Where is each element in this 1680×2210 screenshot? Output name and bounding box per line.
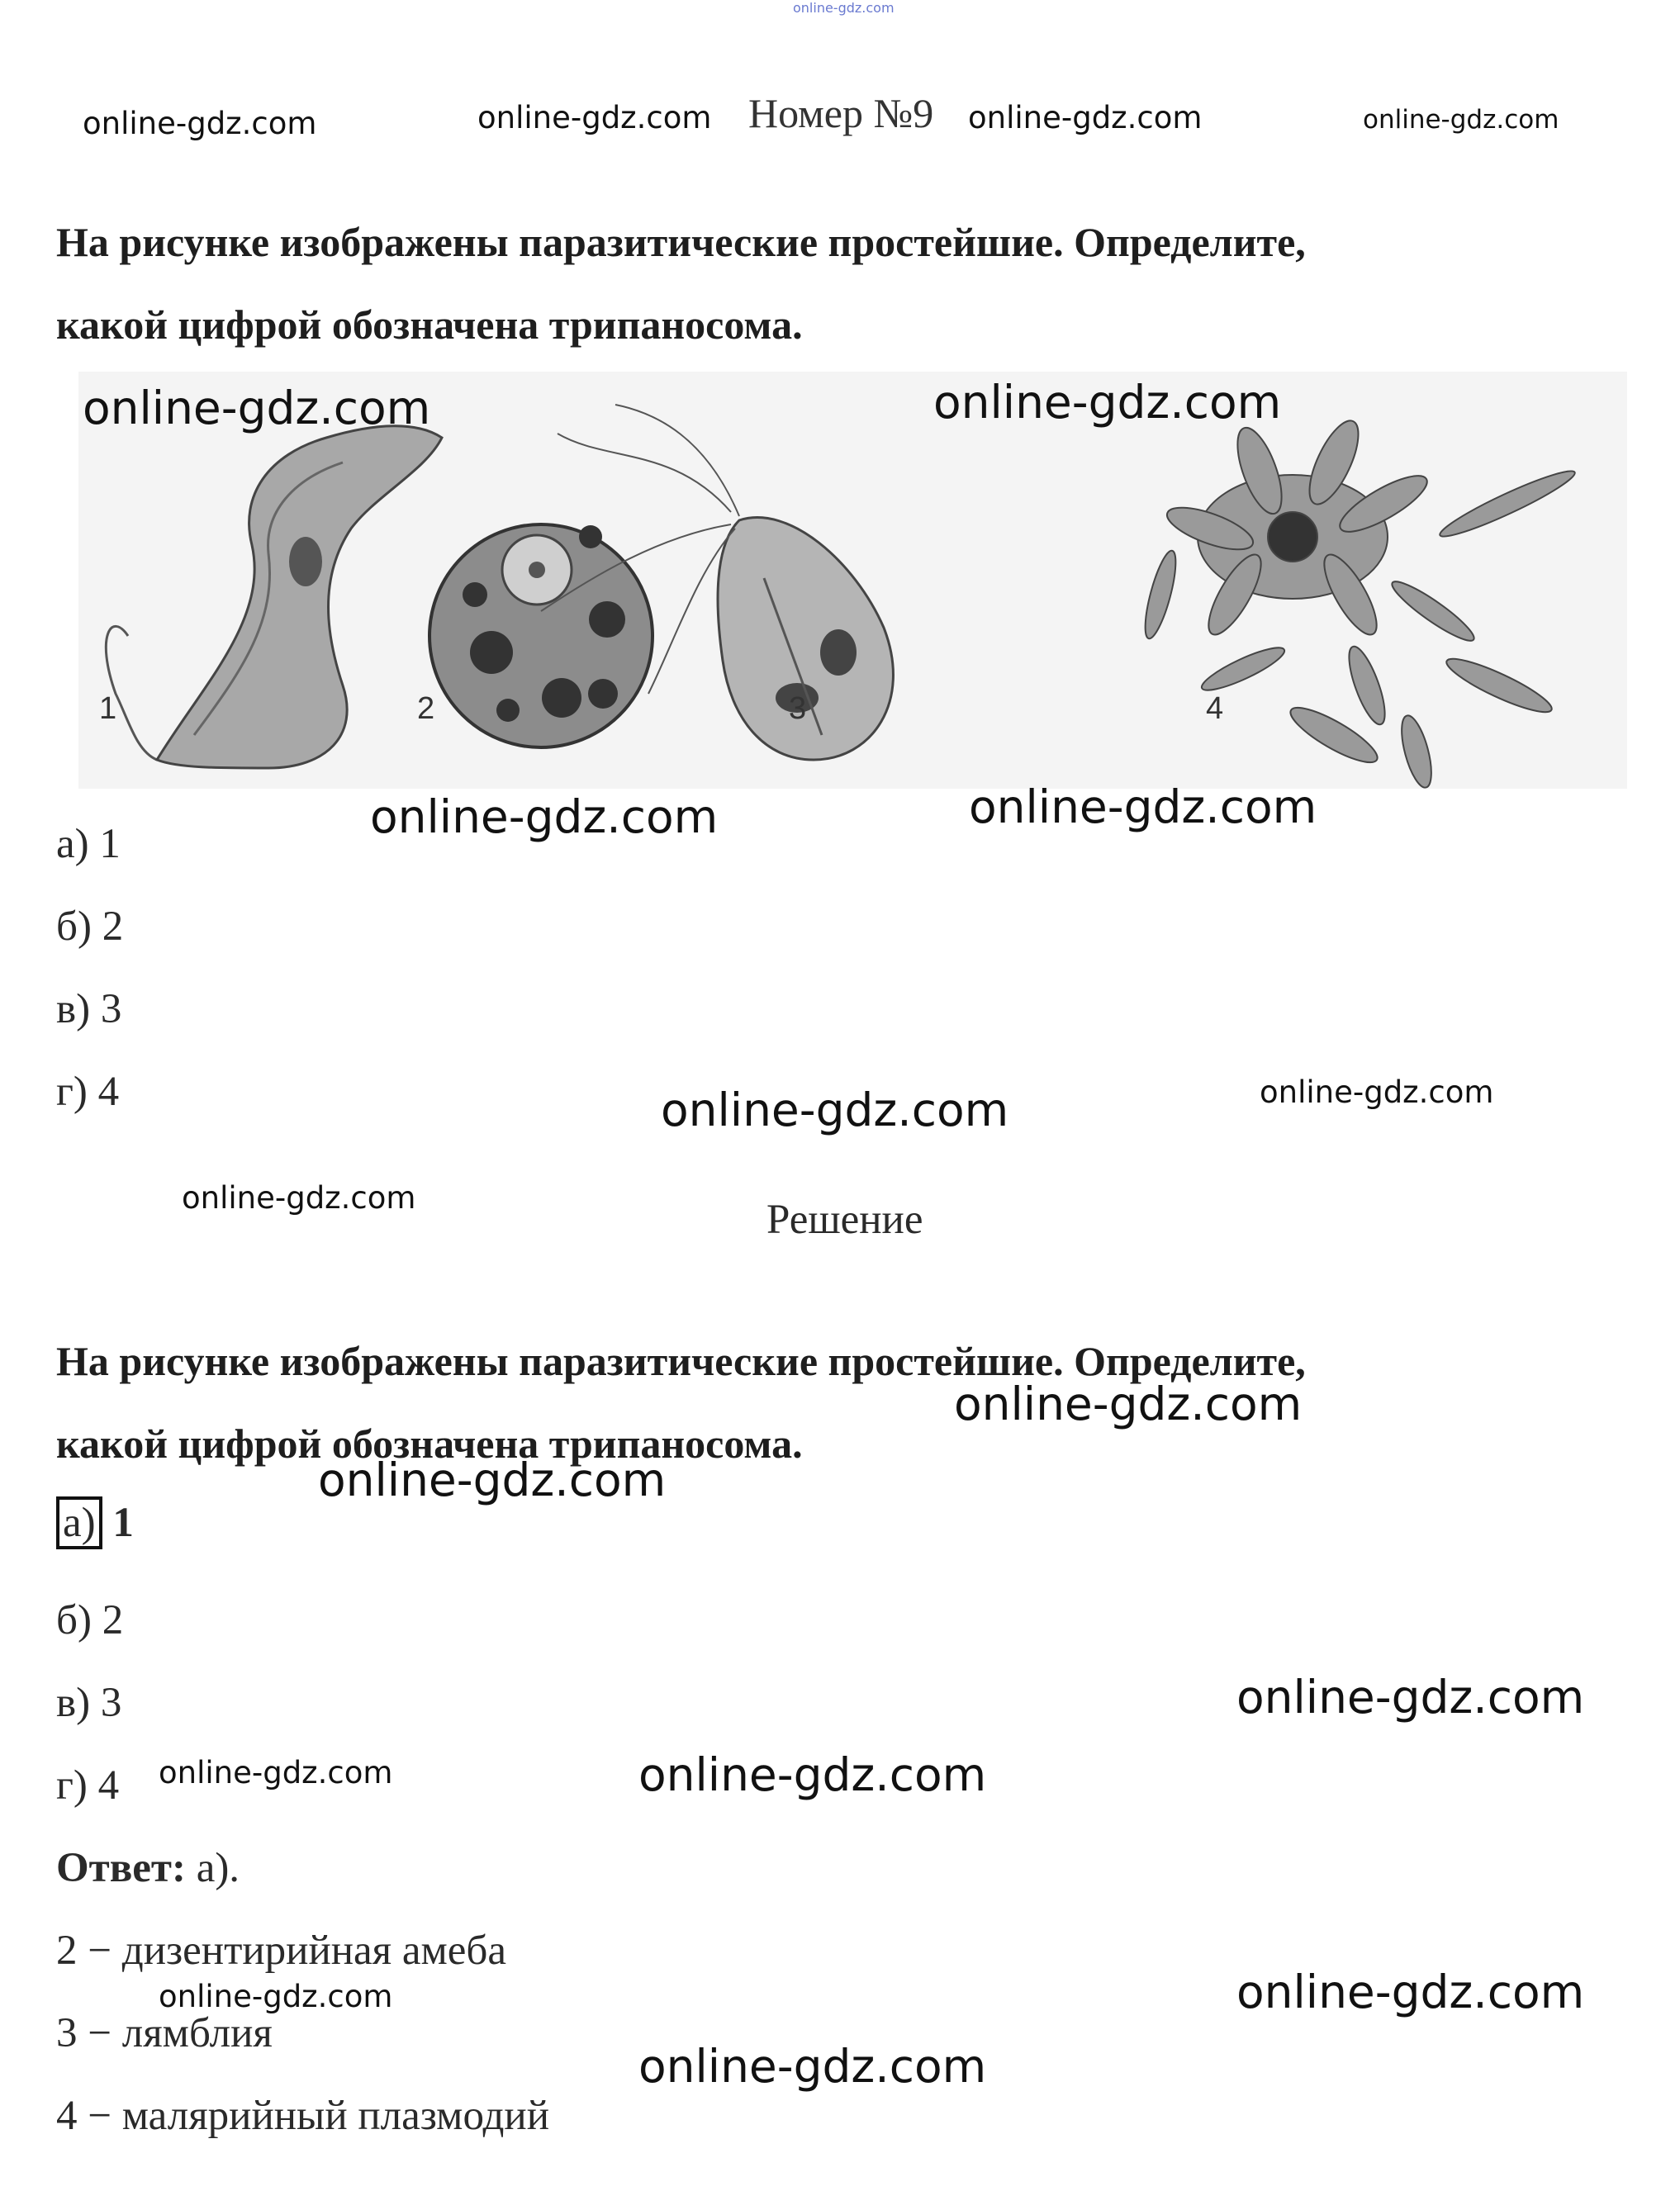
- figure-label-2: 2: [417, 691, 435, 726]
- note-giardia: 3 − лямблия: [56, 2010, 273, 2056]
- figure-label-3: 3: [789, 691, 807, 726]
- watermark: online-gdz.com: [477, 100, 712, 135]
- figure-label-4: 4: [1206, 691, 1224, 726]
- option-letter: в): [56, 1680, 91, 1726]
- option-c: [56, 985, 121, 1033]
- watermark: online-gdz.com: [638, 2040, 987, 2093]
- answer-label: Ответ:: [56, 1845, 186, 1891]
- solution-option-c: [56, 1679, 121, 1727]
- option-b: [56, 903, 123, 951]
- watermark: online-gdz.com: [1260, 1074, 1494, 1110]
- solution-option-a: [56, 1499, 134, 1547]
- solution-question-line-1: На рисунке изображены паразитические простейшие. Определите,: [56, 1338, 1306, 1384]
- figure-label-1: 1: [99, 691, 117, 726]
- note-plasmodium: 4 − малярийный плазмодий: [56, 2093, 550, 2139]
- option-letter: а): [56, 821, 89, 867]
- option-d: [56, 1068, 119, 1116]
- answer-value: а).: [185, 1845, 240, 1891]
- answer-line: [56, 1844, 240, 1892]
- solution-option-b: [56, 1596, 123, 1644]
- watermark: online-gdz.com: [182, 1180, 416, 1216]
- watermark: online-gdz.com: [1236, 1671, 1585, 1724]
- option-value: 3: [100, 1680, 122, 1726]
- option-value: 4: [97, 1762, 120, 1809]
- solution-question-line-2: какой цифрой обозначена трипаносома.: [56, 1420, 803, 1467]
- solution-option-d: [56, 1762, 119, 1809]
- watermark-top-tiny: online-gdz.com: [793, 0, 895, 16]
- watermark: online-gdz.com: [954, 1378, 1303, 1430]
- option-letter: б): [56, 903, 92, 950]
- watermark: online-gdz.com: [370, 790, 719, 843]
- option-letter: г): [56, 1069, 88, 1115]
- question-line-2: какой цифрой обозначена трипаносома.: [56, 301, 803, 348]
- option-value: 1: [112, 1500, 134, 1546]
- watermark: online-gdz.com: [933, 376, 1282, 429]
- page-title: Номер №9: [748, 90, 934, 136]
- watermark: online-gdz.com: [159, 1979, 393, 2014]
- watermark: online-gdz.com: [159, 1755, 393, 1790]
- watermark: online-gdz.com: [968, 100, 1203, 135]
- option-letter: в): [56, 986, 91, 1032]
- watermark: online-gdz.com: [318, 1454, 667, 1506]
- watermark: online-gdz.com: [661, 1084, 1009, 1136]
- note-amoeba: 2 − дизентирийная амеба: [56, 1928, 507, 1974]
- plasmodium-drawing: [1139, 415, 1578, 789]
- watermark: online-gdz.com: [1236, 1966, 1585, 2018]
- option-a: [56, 820, 121, 868]
- option-letter: г): [56, 1762, 88, 1809]
- trypanosome-drawing: [106, 426, 442, 768]
- option-value: 2: [102, 903, 124, 950]
- watermark: online-gdz.com: [969, 780, 1317, 833]
- amoeba-drawing: [429, 524, 653, 747]
- solution-heading: Решение: [766, 1197, 923, 1243]
- option-letter: б): [56, 1597, 92, 1643]
- watermark: online-gdz.com: [1363, 105, 1559, 135]
- option-value: 2: [102, 1597, 124, 1643]
- option-value: 1: [99, 821, 121, 867]
- option-value: 3: [100, 986, 122, 1032]
- question-line-1: На рисунке изображены паразитические простейшие. Определите,: [56, 219, 1306, 265]
- option-value: 4: [97, 1069, 120, 1115]
- watermark: online-gdz.com: [638, 1748, 987, 1801]
- watermark: online-gdz.com: [83, 382, 431, 434]
- watermark: online-gdz.com: [83, 106, 317, 141]
- selected-answer-box: а): [56, 1496, 102, 1549]
